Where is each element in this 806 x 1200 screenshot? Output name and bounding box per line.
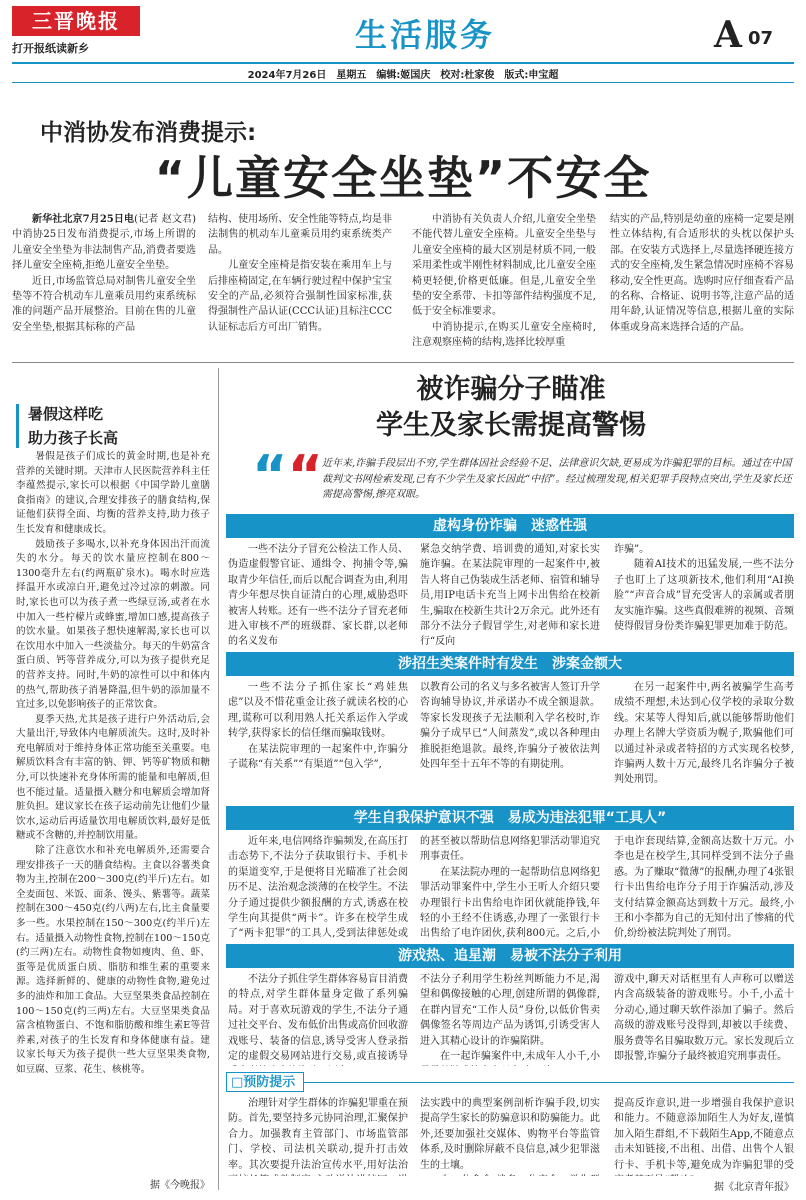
paragraph: 中消协提示,在购买儿童安全座椅时,注意观察座椅的结构,选择比较厚重 xyxy=(412,321,596,349)
section2-heading: 涉招生类案件时有发生 涉案金额大 xyxy=(226,652,794,676)
paragraph: 除了注意饮水和补充电解质外,还需要合理安排孩子一天的膳食结构。主食以谷薯类食物为主,控制在200～300克(约半斤)左右。如全麦面包、米饭、面条、馒头、紫薯等。蔬菜控制在300～450克(约八两)左右,比主食量要多一些。水果控制在150～300克(约半斤)左右。适量摄入动物性食物,控制在100～150克(约三两)左右。动物性食物如瘦肉、鱼、虾、蛋等是优质蛋白质、脂肪和维生素的重要来源。选择新鲜的、健康的动物性食物,避免过多的油炸和加工食品。大豆坚果类食品控制在100～150克(约三两)左右。大豆坚果类食品富含植物蛋白、不饱和脂肪酸和维生素E等营养素,对孩子的生长发育和身体健康有益。建议家长每天为孩子提供一些大豆坚果类食物,如豆腐、豆浆、花生、核桃等。 xyxy=(16,845,210,1075)
fraud-title-line2: 学生及家长需提高警惕 xyxy=(376,410,646,441)
fraud-article-title xyxy=(228,372,794,444)
article-kicker: 中消协发布消费提示: xyxy=(40,120,257,146)
paragraph: 治理针对学生群体的诈骗犯罪重在预防。首先,要坚持多元协同治理,汇聚保护合力。加强教育主管部门、市场监管部门、学校、司法机关联动,提升打击效率。其次要提升法治宣传水平,用好法治 xyxy=(228,1098,408,1171)
section1-col1 xyxy=(228,542,408,648)
paragraph: 一些不法分子冒充公检法工作人员、伪造虚假警官证、通缉令、拘捕令等,骗取青少年信任,而后以配合调查为由,利用青少年想尽快自证清白的心理,威胁恐吓被害人转账。还有一些不法分子冒充老师进入审核不严的班级群、家长群,以老师的名义发布 xyxy=(228,544,408,648)
top-article-col3 xyxy=(412,212,596,352)
section4-heading: 游戏热、追星潮 易被不法分子利用 xyxy=(226,944,794,968)
prevention-rule xyxy=(304,1082,794,1083)
header-divider xyxy=(12,62,794,64)
top-article-col2 xyxy=(208,212,392,352)
paragraph: 游戏中,聊天对话框里有人声称可以赠送内含高级装备的游戏账号。小千,小孟十分动心,通过聊天软件添加了骗子。然后高级的游戏账号没得到,却被以手续费、服务费等名目骗取数万元。家长发现后立即报警,诈骗分子最终被追究刑事责任。 xyxy=(614,974,794,1063)
paragraph: 不法分子利用学生粉丝判断能力不足,渴望和偶像接触的心理,创建所谓的偶像群,在群内冒充“工作人员”身份,以低价售卖偶像签名等周边产品为诱饵,引诱受害人进入其精心设计的诈骗陷阱。 xyxy=(420,974,600,1047)
paragraph: 鼓励孩子多喝水,以补充身体因出汗而流失的水分。每天的饮水量应控制在800～1300毫升左右(约两瓶矿泉水)。喝水时应选择温开水或凉白开,避免过冷过凉的刺激。同时,家长也可以为孩子煮一些绿豆汤,或者在水中加入一些柠檬片或蜂蜜,增加口感,提高孩子的饮水量。如果孩子想快速解渴,家长也可以在饮用水中加入一些淡盐分。每天的牛奶富含蛋白质、钙等营养成分,可以为孩子提供充足的营养支持。同时,牛奶的凉性可以中和体内的热气,帮助孩子消暑降温,但牛奶的添加量不宜过多,以免影响孩子的正常饮食。 xyxy=(16,538,210,711)
paragraph: 在另一起案件中,两名被骗学生高考成绩不理想,未达到心仪学校的录取分数线。宋某等人得知后,就以能够帮助他们办理上名牌大学资质为幌子,欺骗他们可以通过补录或者特招的方式实现名校梦,诈骗两人数十万元,最终几名诈骗分子被判处刑罚。 xyxy=(614,682,794,786)
sidebar-body xyxy=(16,450,210,1172)
paragraph: 法实践中的典型案例剖析诈骗手段,切实提高学生家长的防骗意识和防骗能力。此外,还要加强社交媒体、购物平台等监管体系,及时删除屏蔽不良信息,减少犯罪滋生的土壤。 xyxy=(420,1098,600,1171)
fraud-intro: 近年来,诈骗手段层出不穷,学生群体因社会经验不足、法律意识欠缺,更易成为诈骗犯罪的目标。通过在中国裁判文书网检索发现,已有不少学生及家长因此“中招”。经过梳理发现,相关犯罪手段特点突出,学生及家长还需提高警惕,擦亮双眼。 xyxy=(322,458,792,500)
paragraph: 中消协25日发布消费提示,市场上所谓的儿童安全坐垫为非法制售产品,消费者要选择儿童安全座椅,拒绝儿童安全坐垫。 xyxy=(12,229,196,272)
paragraph: 近日,市场监管总局对制售儿童安全坐垫等不符合机动车儿童乘员用约束系统标准的问题产品开展整治。目前在售的儿童安全坐垫,根据其标称的产品 xyxy=(12,275,196,333)
section2-col2 xyxy=(420,680,600,802)
fraud-source: 据《北京青年报》 xyxy=(714,1182,794,1193)
issue-meta: 2024年7月26日 星期五 编辑:姬国庆 校对:杜家俊 版式:申宝超 xyxy=(247,70,559,81)
dateline: 新华社北京7月25日电 xyxy=(32,214,135,225)
section4-col2 xyxy=(420,972,600,1066)
section2-col1 xyxy=(228,680,408,802)
paragraph: 以教育公司的名义与多名被害人签订升学咨询辅导协议,并承诺办不成全额退款。等家长发现孩子无法顺利入学名校时,诈骗分子成早已“人间蒸发”,或以各种理由推脱拒绝退款。最终,诈骗分子被依法判处四年至十五年不等的有期徒刑。 xyxy=(420,682,600,771)
paragraph: 不法分子抓住学生群体容易盲目消费的特点,对学生群体量身定做了系列骗局。对于喜欢玩游戏的学生,不法分子通过社交平台、发布低价出售或高价回收游戏账号、装备的信息,诱导受害人登录指定的虚假交易网站进行交易,或直接诱导 xyxy=(228,974,408,1063)
sidebar-source: 据《今晚报》 xyxy=(150,1180,210,1191)
section3-col1 xyxy=(228,834,408,940)
top-article-col4 xyxy=(610,212,794,352)
paragraph: 夏季天热,尤其是孩子进行户外活动后,会大量出汗,导致体内电解质流失。这时,及时补充电解质对于维持身体正常功能至关重要。电解质饮料含有丰富的钠、钾、钙等矿物质和糖分,可以快速补充身体所需的能量和电解质,但也不能过量。适量摄入糖分和电解质会增加肾脏负担。建议家长在孩子运动前先让他们少量饮水,运动后再适量饮用电解质饮料,最好是低糖或不含糖的,并控制饮用量。 xyxy=(16,713,210,842)
sidebar-title-line1: 暑假这样吃 xyxy=(28,405,104,423)
paragraph: 紧急交纳学费、培训费的通知,对家长实施诈骗。在某法院审理的一起案件中,被告人将自己伪装成生活老师、宿管和辅导员,用IP电话卡充当上网卡出售给在校新生,骗取在校新生共计2万余元。此外还有部分不法分子假冒学生,对老师和家长进行“反向 xyxy=(420,544,600,648)
paragraph xyxy=(420,1173,600,1176)
section1-col3 xyxy=(614,542,794,648)
sidebar-title xyxy=(28,402,208,450)
paragraph: 一些不法分子抓住家长“鸡娃焦虑”以及不惜花重金让孩子就读名校的心理,谎称可以利用熟人托关系运作入学或转学,获得家长的信任继而骗取钱财。 xyxy=(228,682,408,740)
paragraph: 随着AI技术的迅猛发展,一些不法分子也盯上了这项新技术,他们利用“AI换脸”“声音合成”冒充受害人的亲属或者朋友实施诈骗。这些真假难辨的视频、音频使得假冒身份类诈骗犯罪更加难于防范。 xyxy=(614,559,794,633)
section3-col2 xyxy=(420,834,600,940)
header-divider-thin xyxy=(12,82,794,83)
quote-icon: ““ xyxy=(252,444,323,507)
paragraph: 结构、使用场所、安全性能等特点,均是非法制售的机动车儿童乘员用约束系统类产品。 xyxy=(208,214,392,256)
paragraph: 在某法院办理的一起帮助信息网络犯罪活动罪案件中,学生小王听人介绍只要办理银行卡出售给电诈团伙就能挣钱,年轻的小王经不住诱惑,办理了一张银行卡出售给了电诈团伙,获利800元。之后,小 xyxy=(420,866,600,940)
newspaper-slogan: 打开报纸读新乡 xyxy=(12,42,89,55)
section4-col1 xyxy=(228,972,408,1066)
section1-heading: 虚构身份诈骗 迷惑性强 xyxy=(226,514,794,538)
page-number: 07 xyxy=(748,28,774,49)
section4-col3 xyxy=(614,972,794,1066)
paragraph: 的甚至被以帮助信息网络犯罪活动罪追究刑事责任。 xyxy=(420,836,600,863)
section2-col3 xyxy=(614,680,794,802)
newspaper-logo: 三晋晚报 xyxy=(12,6,140,36)
reporter: (记者 赵文君) xyxy=(134,214,196,225)
paragraph: 近年来,电信网络诈骗频发,在高压打击态势下,不法分子获取银行卡、手机卡的渠道变窄,于是便将目光瞄准了社会阅历不足、法治观念淡薄的在校学生。不法分子通过提供少额报酬的方式,诱惑在校学生向其提供“两卡”。许多在校学生成了“两卡犯罪”的工具人,受到法律惩处或 xyxy=(228,836,408,940)
prevention-heading: □预防提示 xyxy=(226,1072,304,1092)
paragraph: 儿童安全座椅是指安装在乘用车上与后排座椅固定,在车辆行驶过程中保护宝宝安全的产品,必须符合强制性国家标准,获得强制性产品认证(CCC认证)且标注CCC认证标志后方可出厂销售。 xyxy=(208,260,392,333)
paragraph: 暑假是孩子们成长的黄金时期,也是补充营养的关键时期。天津市人民医院营养科主任李蕴然提示,家长可以根据《中国学龄儿童膳食指南》的建议,合理安排孩子的膳食结构,保证他们获得全面、均衡的营养支持,助力孩子生长发育和健康成长。 xyxy=(16,451,210,535)
paragraph: 在某法院审理的一起案件中,诈骗分子谎称“有关系”“有渠道”“包入学”, xyxy=(228,743,408,771)
page-letter: A xyxy=(714,14,742,56)
top-article-col1 xyxy=(12,212,196,352)
section3-col3 xyxy=(614,834,794,940)
prevention-col2 xyxy=(420,1096,600,1176)
paragraph: 于电诈套现结算,金额高达数十万元。小李也是在校学生,其同样受到不法分子蛊惑。为了赚取“微薄”的报酬,办理了4张银行卡出售给电诈分子用于诈骗活动,涉及支付结算金额高达到数十万元。最终,小王和小李都为自己的无知付出了惨痛的代价,纷纷被法院判处了刑罚。 xyxy=(614,836,794,940)
sidebar-title-line2: 助力孩子长高 xyxy=(28,429,119,447)
fraud-title-line1: 被诈骗分子瞄准 xyxy=(416,374,606,405)
section-divider xyxy=(12,362,794,363)
sidebar-accent xyxy=(16,404,19,448)
section1-col2 xyxy=(420,542,600,648)
article-headline: “儿童安全坐垫”不安全 xyxy=(154,151,652,205)
prevention-col3 xyxy=(614,1096,794,1176)
section-title: 生活服务 xyxy=(354,16,495,54)
section3-heading: 学生自我保护意识不强 易成为违法犯罪“工具人” xyxy=(226,806,794,830)
paragraph: 提高反诈意识,进一步增强自我保护意识和能力。不随意添加陌生人为好友,谨慎加入陌生群组,不下载陌生App,不随意点击未知链接,不出租、出借、出售个人银行卡、手机卡等,避免成为诈骗犯罪的受 xyxy=(614,1098,794,1171)
paragraph: 诈骗”。 xyxy=(614,544,650,555)
column-divider xyxy=(218,368,219,1190)
paragraph: 中消协有关负责人介绍,儿童安全坐垫不能代替儿童安全座椅。儿童安全坐垫与儿童安全座椅的最大区别是材质不同,一般采用柔性或半刚性材料制成,比儿童安全座椅更轻便,价格更低廉。但是,儿童安全坐垫的安全系带、卡扣等部件结构强度不足,低于安全标准要求。 xyxy=(412,214,596,318)
prevention-col1 xyxy=(228,1096,408,1176)
prevention-heading-text: 预防提示 xyxy=(243,1075,296,1090)
paragraph: 结实的产品,特别是幼童的座椅一定要是刚性立体结构,有合适形状的头枕以保护头部。在安装方式选择上,尽量选择硬连接方式的安全座椅,发生紧急情况时座椅不容易移动,安全性更高。选购时应仔细查看产品的名称、合格证、说明书等,注意产品的适用年龄,认证情况等信息,根据儿童的实际体重或身高来选择合适的产品。 xyxy=(610,214,794,333)
paragraph: 在一起诈骗案件中,未成年人小千,小 xyxy=(440,1051,600,1063)
